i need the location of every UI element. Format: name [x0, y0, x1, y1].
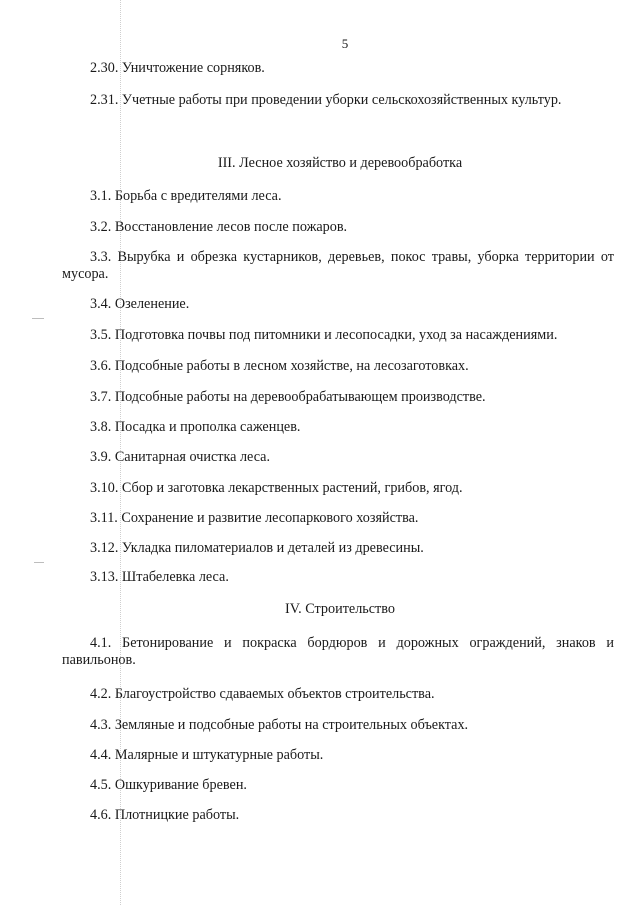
list-item: 2.30. Уничтожение сорняков.	[90, 60, 265, 76]
list-item: 3.6. Подсобные работы в лесном хозяйстве, на лесозаготовках.	[90, 358, 469, 374]
list-item: 3.13. Штабелевка леса.	[90, 569, 229, 585]
scan-mark	[32, 318, 44, 319]
list-item: 3.9. Санитарная очистка леса.	[90, 449, 271, 465]
list-item: 3.1. Борьба с вредителями леса.	[90, 188, 282, 204]
list-item: 3.10. Сбор и заготовка лекарственных растений, грибов, ягод.	[90, 480, 463, 496]
list-item: 4.1. Бетонирование и покраска бордюров и дорожных ограждений, знаков и павильонов.	[62, 635, 614, 668]
section-heading: IV. Строительство	[285, 601, 395, 617]
list-item: 3.4. Озеленение.	[90, 296, 190, 312]
list-item: 3.8. Посадка и прополка саженцев.	[90, 419, 301, 435]
page-number: 5	[341, 36, 349, 51]
list-item: 3.5. Подготовка почвы под питомники и лесопосадки, уход за насаждениями.	[90, 327, 558, 343]
list-item: 4.5. Ошкуривание бревен.	[90, 777, 247, 793]
scan-mark	[34, 562, 44, 563]
list-item: 4.2. Благоустройство сдаваемых объектов строительства.	[90, 686, 435, 702]
list-item: 3.7. Подсобные работы на деревообрабатывающем производстве.	[90, 389, 486, 405]
list-item: 4.6. Плотницкие работы.	[90, 807, 240, 823]
list-item: 3.2. Восстановление лесов после пожаров.	[90, 219, 348, 235]
list-item: 4.3. Земляные и подсобные работы на строительных объектах.	[90, 717, 469, 733]
list-item: 3.12. Укладка пиломатериалов и деталей из древесины.	[90, 540, 424, 556]
section-heading: III. Лесное хозяйство и деревообработка	[217, 155, 463, 171]
list-item: 2.31. Учетные работы при проведении уборки сельскохозяйственных культур.	[90, 92, 562, 108]
list-item: 3.3. Вырубка и обрезка кустарников, деревьев, покос травы, уборка территории от мусора.	[62, 249, 614, 282]
list-item: 3.11. Сохранение и развитие лесопаркового хозяйства.	[90, 510, 419, 526]
list-item: 4.4. Малярные и штукатурные работы.	[90, 747, 324, 763]
